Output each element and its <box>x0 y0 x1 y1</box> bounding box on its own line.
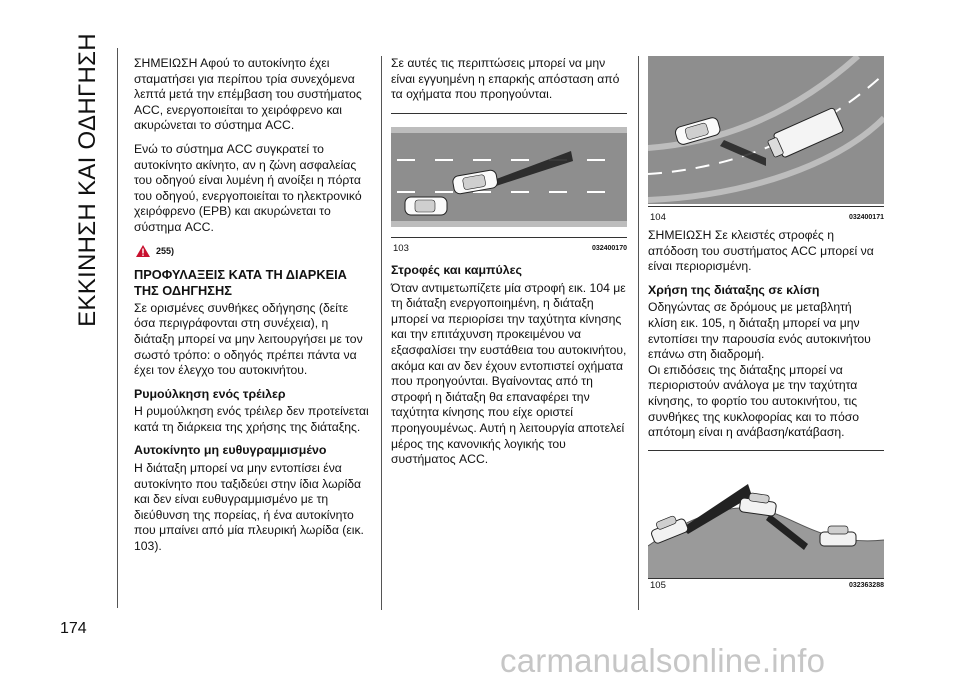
column-divider <box>381 56 382 610</box>
figure-bottom-rule <box>648 578 884 579</box>
section-title <box>66 33 110 327</box>
warning-icon <box>136 245 150 257</box>
figure-bottom-rule <box>391 237 627 238</box>
paragraph: Η διάταξη μπορεί να μην εντοπίσει ένα αυτοκίνητο που ταξιδεύει στην ίδια λωρίδα και δεν είναι ευθυγραμμισμένο με τη διεύθυνση της πορείας, ή ένα αυτοκίνητο που μπαίνει από μία πλευρική λωρίδα (εικ. 103). <box>134 461 364 554</box>
column-2 <box>391 56 627 111</box>
paragraph: Οδηγώντας σε δρόμους με μεταβλητή κλίση εικ. 105, η διάταξη μπορεί να μην εντοπίσει την παρουσία ενός αυτοκινήτου επάνω στη διαδρομή. <box>648 300 871 362</box>
figure-bottom-rule <box>648 206 884 207</box>
figure-105 <box>648 450 884 594</box>
note-paragraph: ΣΗΜΕΙΩΣΗ Αφού το αυτοκίνητο έχει σταματήσει για περίπου τρία συνεχόμενα λεπτά μετά την επέμβαση του συστήματος ACC, ενεργοποιείται το χειρόφρενο και ακυρώνεται το σύστημα ACC. <box>134 56 362 133</box>
figure-top-rule <box>648 450 884 451</box>
car-ahead <box>820 526 856 546</box>
watermark: carmanualsonline.info <box>500 642 826 679</box>
figure-104-illustration <box>648 56 884 204</box>
paragraph: Ενώ το σύστημα ACC συγκρατεί το αυτοκίνητο ακίνητο, αν η ζώνη ασφαλείας του οδηγού είναι λυμένη ή ανοίξει η πόρτα του οδηγού, ενεργοποιείται το ηλεκτρονικό χειρόφρενο (EPB) και ακυρώνεται το σύστημα ACC. <box>134 141 362 234</box>
figure-103-illustration <box>391 119 627 235</box>
paragraph: Σε αυτές τις περιπτώσεις μπορεί να μην είναι εγγυημένη η επαρκής απόσταση από τα οχήματα που προηγούνται. <box>391 56 620 102</box>
column-divider <box>638 56 639 610</box>
figure-105-illustration <box>648 454 884 578</box>
figure-number: 104 <box>650 212 666 223</box>
warning-ref-number: 255) <box>156 245 175 256</box>
figure-top-rule <box>391 113 627 114</box>
column-2-continued <box>391 263 627 476</box>
subheading-slope: Χρήση της διάταξης σε κλίση <box>648 282 820 297</box>
paragraph: Η ρυμούλκηση ενός τρέιλερ δεν προτείνεται κατά τη διάρκεια της χρήσης της διάταξης. <box>134 404 369 434</box>
paragraph: Οι επιδόσεις της διάταξης μπορεί να περιοριστούν ανάλογα με την ταχύτητα κίνησης, το φορτίο του αυτοκινήτου, τις συνθήκες της κυκλοφορίας και το πόσο απότομη είναι η ανάβαση/κατάβαση. <box>648 362 860 440</box>
warning-reference <box>136 244 370 260</box>
page-number: 174 <box>60 620 87 637</box>
subheading-curves: Στροφές και καμπύλες <box>391 263 522 277</box>
car-own <box>405 197 447 215</box>
figure-code: 032400170 <box>591 245 627 252</box>
section-title-text: ΕΚΚΙΝΗΣΗ ΚΑΙ ΟΔΗΓΗΣΗ <box>74 33 101 327</box>
figure-code: 032400171 <box>848 214 884 221</box>
subheading-trailer: Ρυμούλκηση ενός τρέιλερ <box>134 386 286 401</box>
figure-103 <box>391 113 627 255</box>
figure-104 <box>648 56 884 222</box>
paragraph: Όταν αντιμετωπίζετε μία στροφή εικ. 104 με τη διάταξη ενεργοποιημένη, η διάταξη μπορεί να περιορίσει την ταχύτητα κίνησης και την επιτάχυνση προκειμένου να εξασφαλίσει την ευστάθεια του αυτοκινήτου, ακόμα και αν δεν έχουν εντοπιστεί οχήματα που προηγούνται. Βγαίνοντας από τη στροφή η διάταξη θα επαναφέρει την ταχύτητα κίνησης που είχε οριστεί προηγουμένως. Αυτή η λειτουργία αποτελεί μέρος της κανονικής λογικής του συστήματος ACC. <box>391 280 627 467</box>
figure-code: 032363288 <box>848 582 884 589</box>
paragraph: Σε ορισμένες συνθήκες οδήγησης (δείτε όσα περιγράφονται στη συνέχεια), η διάταξη μπορεί να μην λειτουργήσει με τον σωστό τρόπο: ο οδηγός πρέπει πάντα να έχει τον έλεγχο του αυτοκινήτου. <box>134 300 363 378</box>
column-1 <box>134 56 370 563</box>
column-3 <box>648 228 884 449</box>
subheading-misaligned: Αυτοκίνητο μη ευθυγραμμισμένο <box>134 443 327 458</box>
figure-number: 105 <box>650 580 666 591</box>
note-paragraph: ΣΗΜΕΙΩΣΗ Σε κλειστές στροφές η απόδοση του συστήματος ACC μπορεί να είναι περιορισμένη. <box>648 228 874 274</box>
figure-number: 103 <box>393 243 409 254</box>
margin-divider <box>117 48 118 608</box>
section-heading: ΠΡΟΦΥΛΑΞΕΙΣ ΚΑΤΑ ΤΗ ΔΙΑΡΚΕΙΑ ΤΗΣ ΟΔΗΓΗΣΗΣ <box>134 267 347 298</box>
